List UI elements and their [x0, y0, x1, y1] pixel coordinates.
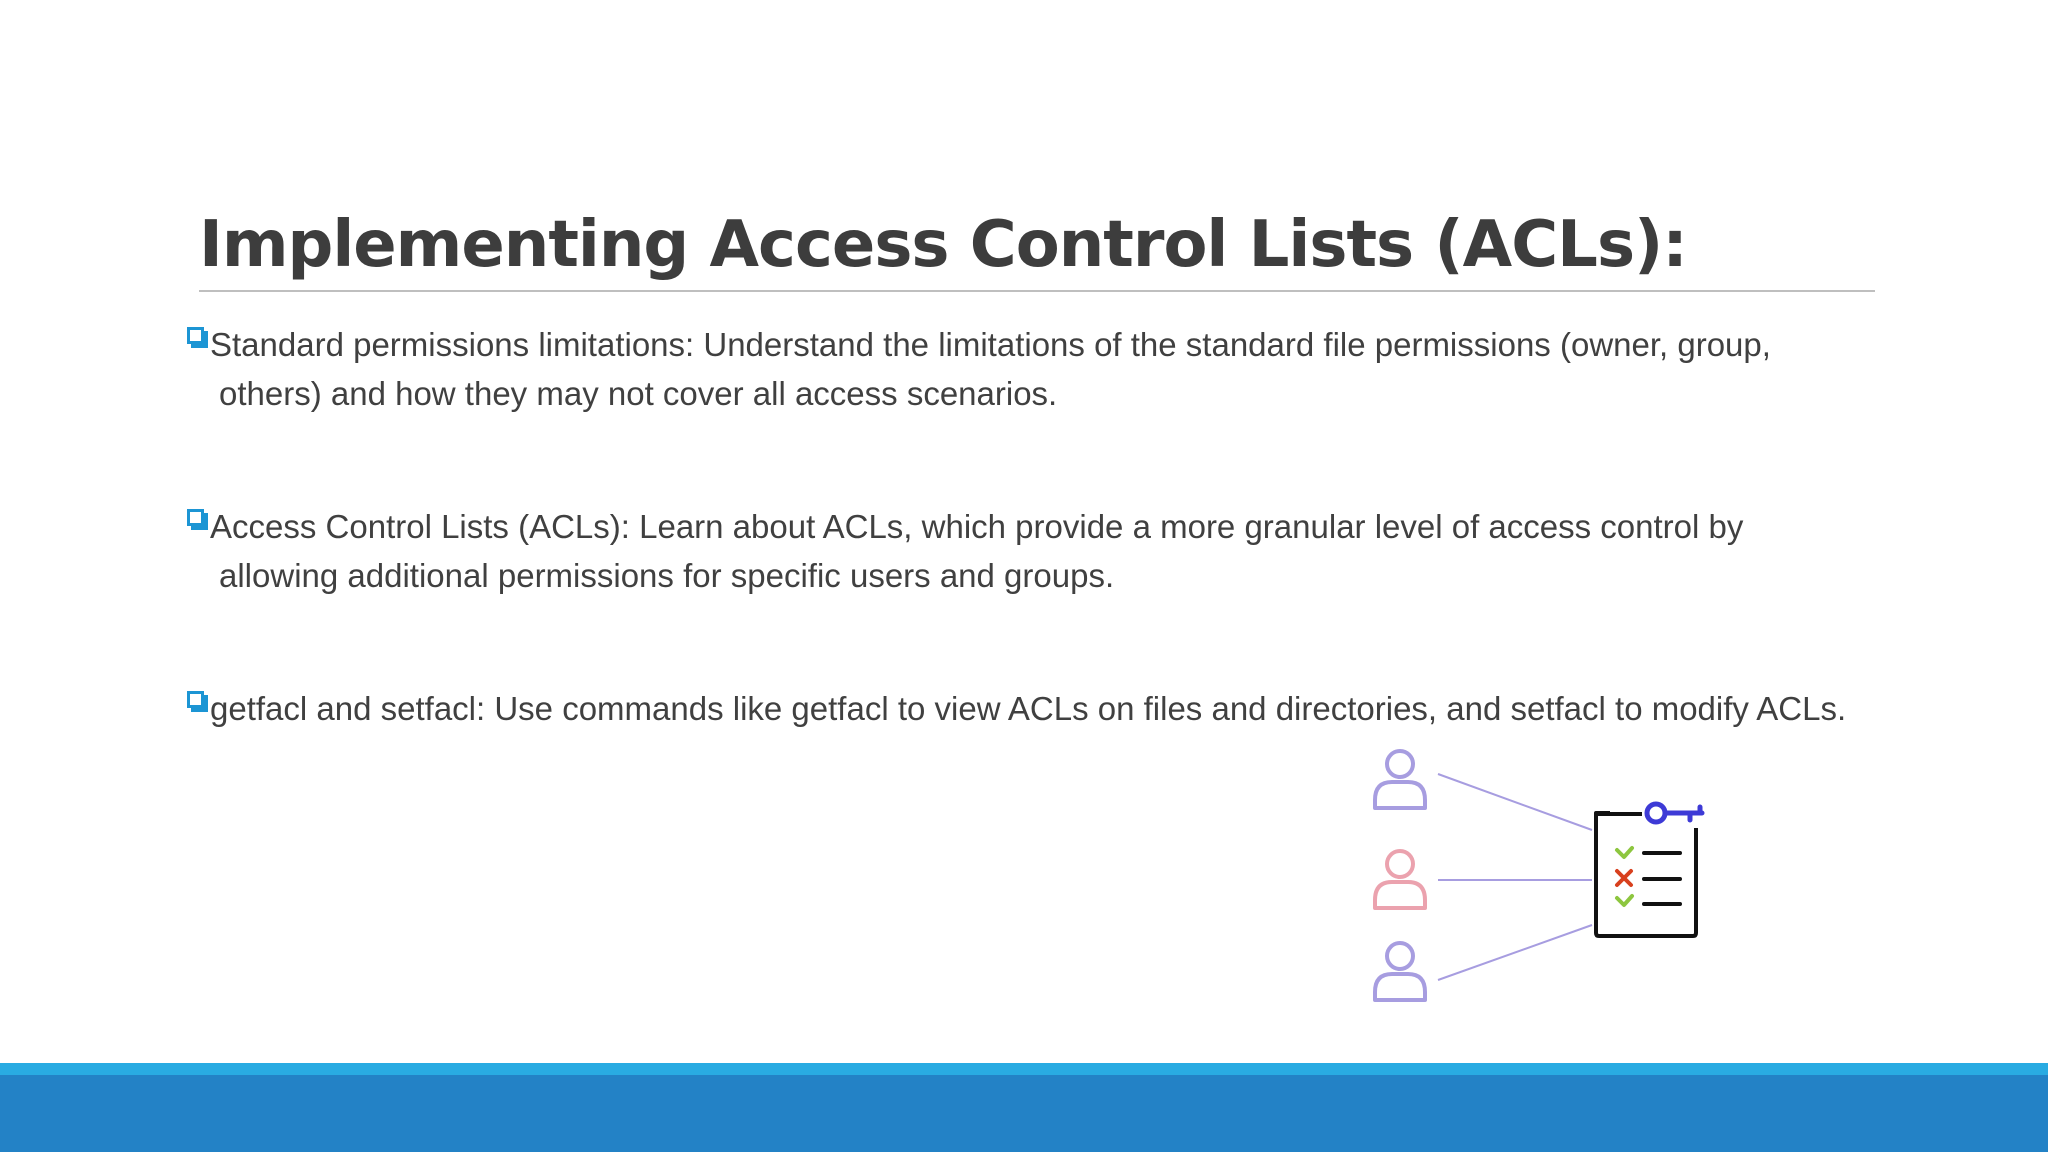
- square-bullet-icon: [187, 327, 206, 346]
- cross-icon: [1617, 871, 1631, 885]
- bullet-item: [199, 320, 1849, 418]
- bullet-item: [199, 502, 1849, 600]
- key-icon: [1647, 804, 1702, 822]
- user-icon: [1375, 851, 1425, 908]
- bullet-item: [199, 684, 1849, 733]
- bullet-text: Standard permissions limitations: Understand the limitations of the standard file permissions (owner, group, others) and how they may not cover all access scenarios.: [210, 326, 1771, 412]
- user-icon: [1375, 751, 1425, 808]
- acl-illustration: [1360, 740, 1720, 1010]
- square-bullet-icon: [187, 509, 206, 528]
- bullet-text: Access Control Lists (ACLs): Learn about ACLs, which provide a more granular level of access control by allowing additional permissions for specific users and groups.: [210, 508, 1744, 594]
- user-icon: [1375, 943, 1425, 1000]
- slide-title: Implementing Access Control Lists (ACLs):: [199, 208, 1687, 282]
- footer-bar: [0, 1075, 2048, 1152]
- checklist-icon: [1596, 813, 1696, 936]
- title-divider: [199, 290, 1875, 292]
- square-bullet-icon: [187, 691, 206, 710]
- bullet-text: getfacl and setfacl: Use commands like getfacl to view ACLs on files and directories, and setfacl to modify ACLs.: [210, 690, 1847, 727]
- footer-accent-bar: [0, 1063, 2048, 1075]
- check-icon: [1617, 896, 1632, 905]
- check-icon: [1617, 848, 1632, 857]
- connector-lines: [1438, 774, 1592, 980]
